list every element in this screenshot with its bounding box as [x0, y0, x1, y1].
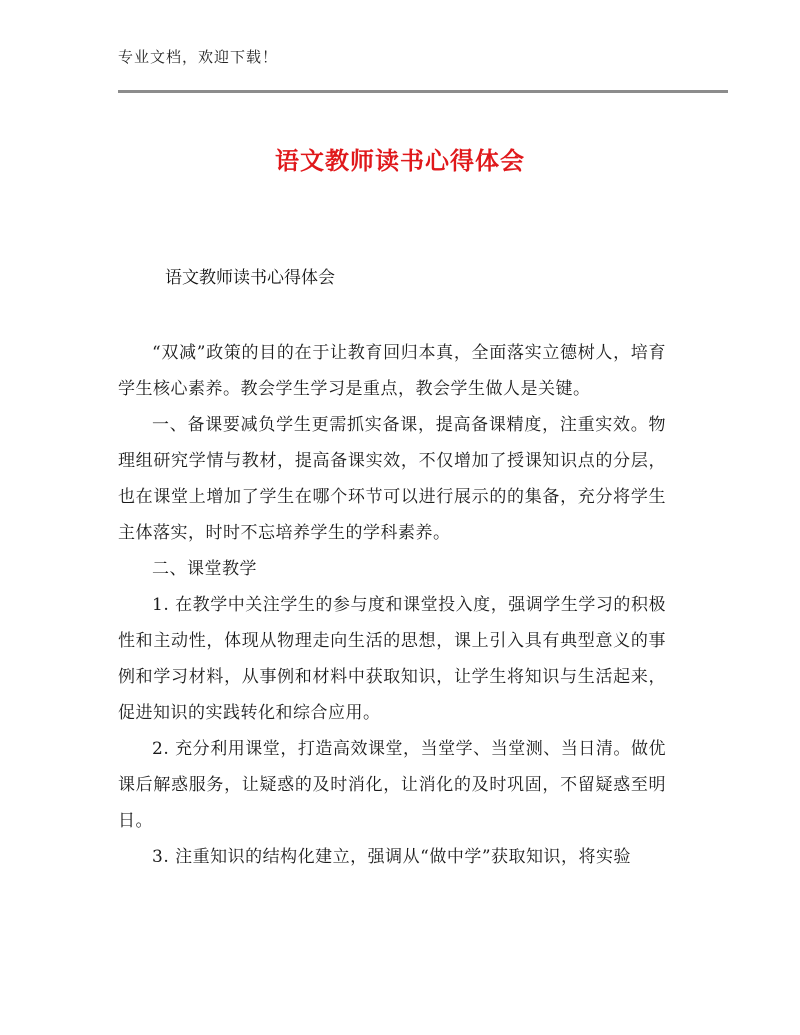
document-body [118, 335, 666, 875]
document-subtitle: 语文教师读书心得体会 [165, 268, 335, 288]
header-divider [118, 90, 728, 93]
paragraph: 2. 充分利用课堂，打造高效课堂，当堂学、当堂测、当日清。做优课后解惑服务，让疑惑的及时消化，让消化的及时巩固，不留疑惑至明日。 [118, 739, 666, 831]
document-title: 语文教师读书心得体会 [275, 147, 525, 175]
paragraph: 1. 在教学中关注学生的参与度和课堂投入度，强调学生学习的积极性和主动性，体现从物理走向生活的思想，课上引入具有典型意义的事例和学习材料，从事例和材料中获取知识，让学生将知识与生活起来，促进知识的实践转化和综合应用。 [118, 595, 666, 723]
paragraph: 3. 注重知识的结构化建立，强调从“做中学”获取知识，将实验 [152, 847, 632, 867]
page-header-note: 专业文档，欢迎下载！ [118, 48, 279, 66]
paragraph: 一、备课要减负学生更需抓实备课，提高备课精度，注重实效。物理组研究学情与教材，提高备课实效，不仅增加了授课知识点的分层，也在课堂上增加了学生在哪个环节可以进行展示的的集备，充分将学生主体落实，时时不忘培养学生的学科素养。 [118, 415, 666, 543]
section-heading: 二、课堂教学 [152, 559, 257, 579]
paragraph: “双减”政策的目的在于让教育回归本真，全面落实立德树人，培育学生核心素养。教会学生学习是重点，教会学生做人是关键。 [118, 343, 666, 399]
